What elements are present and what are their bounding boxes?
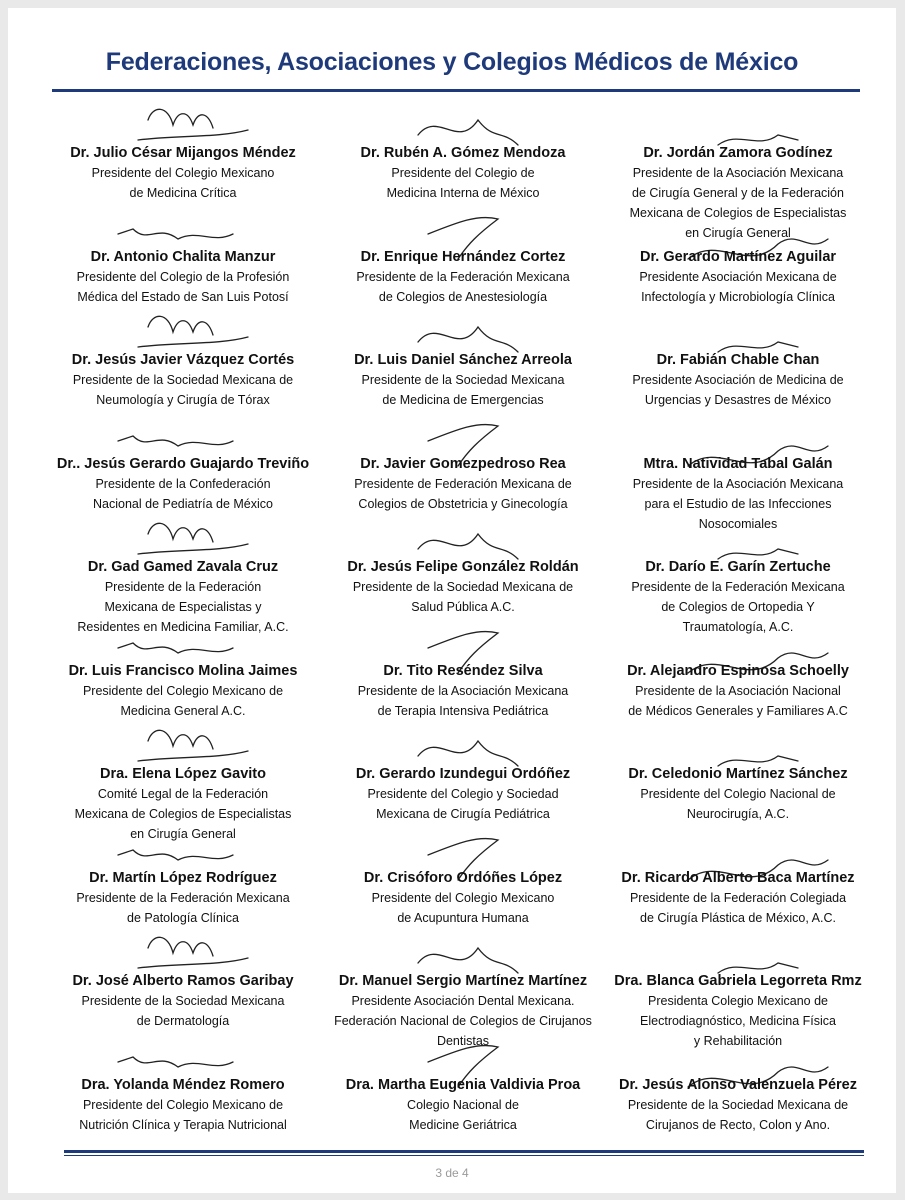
signatory-block	[38, 411, 328, 515]
signatory-name: Dr. Gerardo Martínez Aguilar	[639, 248, 837, 265]
signatory-name: Dr. Darío E. Garín Zertuche	[645, 559, 831, 575]
signatory-role: Presidente de la Asociación Mexicana para el Estudio de las Infecciones Nosocomiales	[632, 476, 844, 531]
signatory-name: Dr. Jordán Zamora Godínez	[643, 145, 833, 161]
signatory-name: Dr. Luis Daniel Sánchez Arreola	[354, 352, 572, 368]
signatory-role: Presidente de la Sociedad Mexicana de Dermatología	[81, 994, 285, 1028]
signatory-block	[328, 204, 598, 308]
signatory-role: Presidente de la Confederación Nacional de Pediatría de México	[93, 476, 273, 511]
signatory-role: Presidente Asociación Dental Mexicana. Federación Nacional de Colegios de Cirujanos Dentistas	[334, 994, 592, 1048]
document-page	[8, 8, 896, 1193]
footer-rule	[64, 1150, 864, 1153]
signatory-block	[328, 100, 598, 204]
signatory-role: Presidente del Colegio Mexicano de Medicina Crítica	[91, 166, 275, 200]
signatory-block	[598, 100, 878, 240]
signatory-name: Dr. Gerardo Izundegui Ordóñez	[355, 766, 571, 782]
signatory-block	[38, 100, 328, 204]
signatory-role: Presidente de la Asociación Mexicana de Cirugía General y de la Federación Mexicana de Colegios de Especialistas en Cirugía General	[629, 166, 847, 240]
signatory-role: Colegio Nacional de Medicine Geriátrica	[407, 1097, 519, 1132]
signatory-role: Presidente del Colegio Mexicano de Medicina General A.C.	[82, 683, 284, 718]
signatory-role: Presidente de la Federación Mexicana de Colegios de Ortopedia Y Traumatología, A.C.	[631, 580, 845, 634]
signatory-role: Presidente del Colegio de la Profesión Médica del Estado de San Luis Potosí	[76, 269, 290, 304]
signatory-role: Comité Legal de la Federación Mexicana de Colegios de Especialistas en Cirugía General	[74, 787, 292, 841]
signatory-block	[38, 514, 328, 634]
signatory-role: Presidente Asociación Mexicana de Infectología y Microbiología Clínica	[639, 269, 837, 304]
signatory-name: Dr. Antonio Chalita Manzur	[90, 248, 276, 265]
signatory-block	[328, 514, 598, 618]
signatory-block	[328, 411, 598, 515]
signatory-name: Dr. Celedonio Martínez Sánchez	[628, 766, 848, 782]
signatory-block	[38, 928, 328, 1032]
signatory-name: Dra. Blanca Gabriela Legorreta Rmz	[614, 973, 862, 989]
signatory-name: Dra. Yolanda Méndez Romero	[81, 1076, 285, 1093]
signatory-role: Presidente de la Sociedad Mexicana de Neumología y Cirugía de Tórax	[72, 373, 294, 407]
signatory-block	[38, 721, 328, 841]
page-title: Federaciones, Asociaciones y Colegios Médicos de México	[105, 48, 799, 76]
signatory-name: Dr. Alejandro Espinosa Schoelly	[627, 662, 849, 679]
signatory-role: Presidente de la Sociedad Mexicana de Medicina de Emergencias	[361, 373, 565, 407]
signatory-name: Dr. Jesús Javier Vázquez Cortés	[71, 352, 295, 368]
signatory-block	[598, 721, 878, 825]
signatory-block	[328, 825, 598, 929]
signatory-block	[328, 307, 598, 411]
signatory-block	[598, 825, 878, 929]
signatory-role: Presidente de la Sociedad Mexicana de Salud Pública A.C.	[352, 580, 574, 614]
signatory-block	[38, 825, 328, 929]
signatory-block	[328, 618, 598, 722]
signatory-role: Presidente Asociación de Medicina de Urgencias y Desastres de México	[632, 373, 844, 407]
signatory-name: Dr. Jesús Felipe González Roldán	[347, 559, 579, 575]
signatory-name: Mtra. Natividad Tabal Galán	[643, 455, 833, 472]
signatory-block	[598, 307, 878, 411]
signatory-block	[328, 1032, 598, 1136]
signatory-name: Dr. Tito Reséndez Silva	[383, 662, 543, 679]
signatory-name: Dra. Elena López Gavito	[100, 766, 266, 782]
signatory-role: Presidente del Colegio Mexicano de Acupuntura Humana	[371, 890, 555, 925]
signatory-name: Dr. Jesús Alonso Valenzuela Pérez	[618, 1076, 857, 1093]
signatory-role: Presidente de la Sociedad Mexicana de Cirujanos de Recto, Colon y Ano.	[627, 1097, 849, 1132]
signatory-role: Presidente del Colegio y Sociedad Mexicana de Cirugía Pediátrica	[367, 787, 559, 821]
signatory-name: Dr. José Alberto Ramos Garibay	[72, 973, 294, 989]
signatory-block	[328, 928, 598, 1048]
signatory-block	[38, 307, 328, 411]
signatory-name: Dr. Ricardo Alberto Baca Martínez	[621, 869, 855, 886]
signatory-name: Dr. Crisóforo Ordóñes López	[363, 869, 563, 886]
signatory-block	[38, 618, 328, 722]
signatory-block	[598, 411, 878, 531]
signatory-role: Presidente del Colegio Mexicano de Nutrición Clínica y Terapia Nutricional	[79, 1097, 287, 1132]
signatory-block	[598, 514, 878, 634]
signatory-role: Presidente de la Federación Colegiada de Cirugía Plástica de México, A.C.	[629, 890, 847, 925]
signatory-role: Presidente de la Asociación Mexicana de Terapia Intensiva Pediátrica	[357, 683, 569, 718]
signatory-block	[598, 204, 878, 308]
signatory-role: Presidenta Colegio Mexicano de Electrodiagnóstico, Medicina Física y Rehabilitación	[640, 994, 836, 1048]
signatory-block	[598, 928, 878, 1048]
signatory-name: Dr. Rubén A. Gómez Mendoza	[360, 145, 566, 161]
signatory-role: Presidente del Colegio Nacional de Neurocirugía, A.C.	[640, 787, 836, 821]
signatory-block	[598, 1032, 878, 1136]
signatory-role: Presidente de la Federación Mexicana de Patología Clínica	[76, 890, 290, 925]
signatory-name: Dr.. Jesús Gerardo Guajardo Treviño	[56, 455, 310, 472]
footer-rule-thin	[64, 1155, 864, 1156]
signatory-name: Dr. Martín López Rodríguez	[89, 869, 277, 886]
signatory-block	[328, 721, 598, 825]
signatory-name: Dr. Fabián Chable Chan	[656, 352, 820, 368]
signatory-role: Presidente de la Federación Mexicana de Colegios de Anestesiología	[356, 269, 570, 304]
signatory-role: Presidente de la Asociación Nacional de Médicos Generales y Familiares A.C	[628, 683, 848, 718]
page-number: 3 de 4	[435, 1166, 469, 1180]
signatory-name: Dr. Manuel Sergio Martínez Martínez	[338, 973, 588, 989]
signatory-name: Dr. Gad Gamed Zavala Cruz	[87, 559, 279, 575]
signatory-role: Presidente del Colegio de Medicina Interna de México	[386, 166, 540, 200]
signatory-name: Dr. Julio César Mijangos Méndez	[70, 145, 296, 161]
signatory-name: Dr. Luis Francisco Molina Jaimes	[68, 662, 298, 679]
signatory-name: Dr. Enrique Hernández Cortez	[360, 248, 566, 265]
signatory-block	[38, 204, 328, 308]
signatory-name: Dra. Martha Eugenia Valdivia Proa	[345, 1076, 581, 1093]
signatory-role: Presidente de Federación Mexicana de Colegios de Obstetricia y Ginecología	[354, 476, 572, 511]
signatory-role: Presidente de la Federación Mexicana de Especialistas y Residentes en Medicina Familiar, A.C.	[77, 580, 289, 634]
signatory-name: Dr. Javier Gomezpedroso Rea	[360, 455, 566, 472]
title-underline	[52, 89, 860, 92]
signatory-block	[38, 1032, 328, 1136]
signatories-grid	[38, 100, 878, 1135]
signatory-block	[598, 618, 878, 722]
